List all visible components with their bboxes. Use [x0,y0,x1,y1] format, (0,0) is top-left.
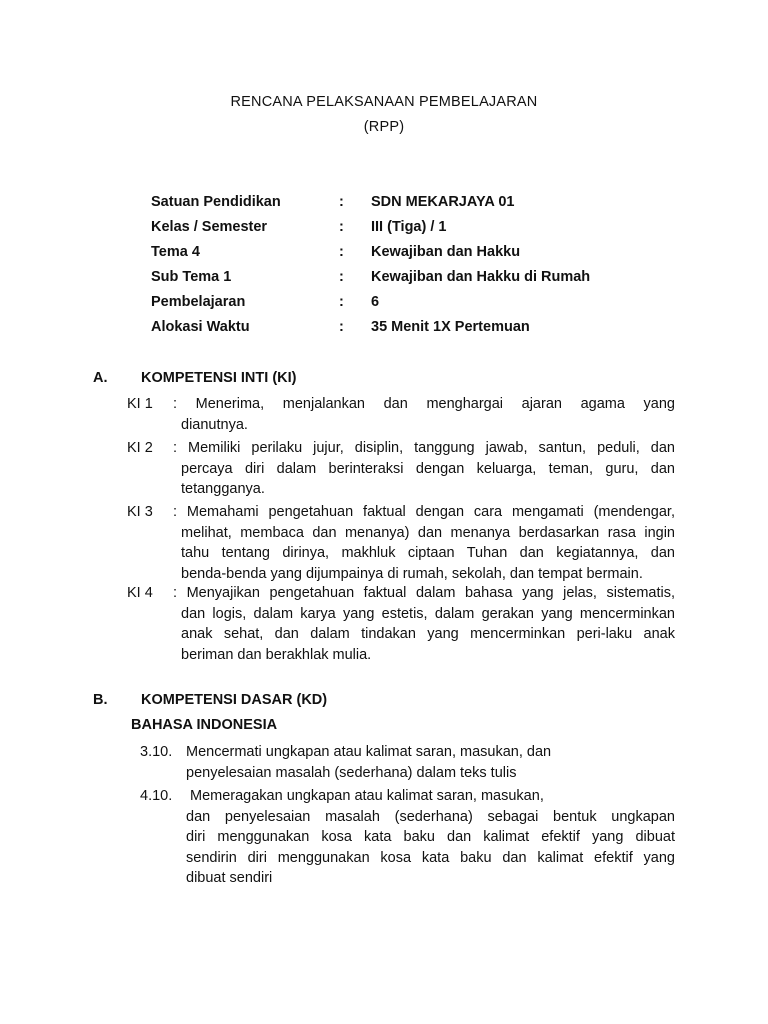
ki-text [173,502,675,584]
identity-value: Kewajiban dan Hakku [371,244,521,260]
kd-code: 3.10. [140,744,173,760]
identity-label: Sub Tema 1 [151,269,232,285]
ki-line: anak sehat, dan dalam tindakan yang mencerminkan peri-laku anak [181,626,675,642]
identity-label: Satuan Pendidikan [151,194,281,210]
kd-code: 4.10. [140,788,173,804]
identity-label: Tema 4 [151,244,200,260]
identity-value: SDN MEKARJAYA 01 [371,194,515,210]
kd-line: dan penyelesaian masalah (sederhana) sebagai bentuk ungkapan [186,808,675,825]
identity-colon: : [339,319,344,335]
identity-colon: : [339,244,344,260]
ki-line: : Menyajikan pengetahuan faktual dalam bahasa yang jelas, sistematis, [173,585,675,601]
kd-line: sendirin diri menggunakan kosa kata baku dan kalimat efektif yang [186,849,675,866]
subject-heading: BAHASA INDONESIA [131,717,278,733]
identity-label: Alokasi Waktu [151,319,250,335]
ki-line: : Memahami pengetahuan faktual dengan cara mengamati (mendengar, [173,504,675,520]
identity-colon: : [339,219,344,235]
ki-line: percaya diri dalam berinteraksi dengan keluarga, teman, guru, dan [181,460,675,477]
section-title: KOMPETENSI INTI (KI) [141,370,297,386]
ki-code: KI 4 [127,585,153,601]
ki-code: KI 2 [127,440,153,456]
ki-text [173,583,675,665]
ki-line: dan logis, dalam karya yang estetis, dalam gerakan yang mencerminkan [181,605,675,622]
ki-line: tetangganya. [181,481,265,497]
ki-code: KI 3 [127,504,153,520]
ki-text [173,394,675,435]
identity-value: III (Tiga) / 1 [371,219,447,235]
kd-line: diri menggunakan kosa kata baku dan kalimat efektif yang dibuat [186,829,675,845]
ki-text [173,438,675,500]
ki-line: benda-benda yang dijumpainya di rumah, sekolah, dan tempat bermain. [181,565,643,582]
ki-line: beriman dan berakhlak mulia. [181,646,372,663]
document-title: RENCANA PELAKSANAAN PEMBELAJARAN [230,94,538,110]
section-letter: A. [93,370,108,386]
section-title: KOMPETENSI DASAR (KD) [141,692,328,708]
identity-value: 35 Menit 1X Pertemuan [371,319,530,335]
section-letter: B. [93,692,108,708]
ki-line: : Memiliki perilaku jujur, disiplin, tanggung jawab, santun, peduli, dan [173,440,675,456]
kd-line: penyelesaian masalah (sederhana) dalam teks tulis [186,764,517,781]
identity-colon: : [339,194,344,210]
kd-line: Mencermati ungkapan atau kalimat saran, masukan, dan [186,744,552,760]
kd-line: Memeragakan ungkapan atau kalimat saran, masukan, [190,788,544,804]
identity-value: 6 [371,294,380,310]
identity-label: Kelas / Semester [151,219,268,235]
identity-colon: : [339,294,344,310]
identity-colon: : [339,269,344,285]
ki-line: tahu tentang dirinya, makhluk ciptaan Tuhan dan kegiatannya, dan [181,545,675,561]
identity-label: Pembelajaran [151,294,246,310]
kd-text [186,786,675,889]
kd-text [186,742,675,783]
ki-line: : Menerima, menjalankan dan menghargai ajaran agama yang [173,396,675,412]
identity-value: Kewajiban dan Hakku di Rumah [371,269,591,285]
ki-code: KI 1 [127,396,153,412]
ki-line: dianutnya. [181,416,248,433]
kd-line: dibuat sendiri [186,870,273,886]
document-subtitle: (RPP) [363,119,405,135]
ki-line: melihat, membaca dan menanya) dan menanya berdasarkan rasa ingin [181,524,675,541]
